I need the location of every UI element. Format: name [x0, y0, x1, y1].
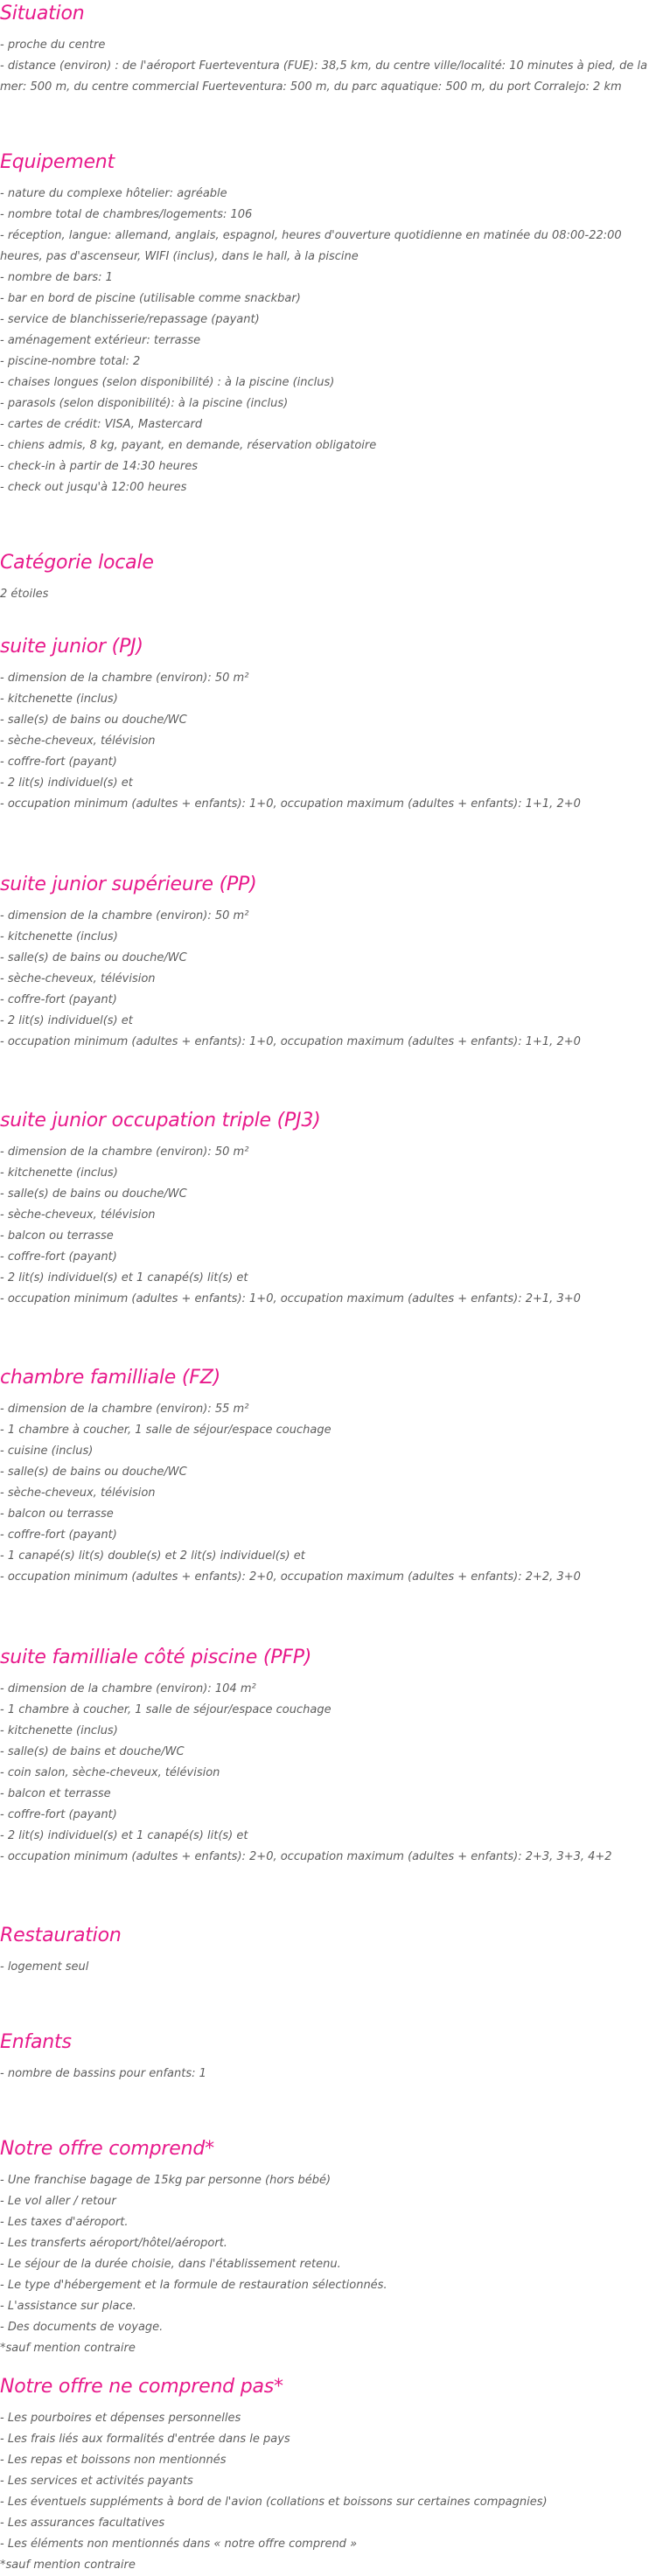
- text-line: - nombre total de chambres/logements: 106: [0, 208, 253, 221]
- text-line: - service de blanchisserie/repassage (payant): [0, 313, 260, 326]
- text-line: - sèche-cheveux, télévision: [0, 1208, 156, 1222]
- section-notre-offre-ne-comprend-pas: [0, 2373, 663, 2576]
- text-line: - coffre-fort (payant): [0, 1528, 117, 1542]
- section-heading: suite junior supérieure (PP): [0, 874, 257, 895]
- section-heading: Restauration: [0, 1925, 122, 1946]
- text-line: - occupation minimum (adultes + enfants): 1+0, occupation maximum (adultes + enfants): 2+1, 3+0: [0, 1292, 581, 1305]
- text-line: - cuisine (inclus): [0, 1445, 94, 1458]
- text-line: - Les frais liés aux formalités d'entrée dans le pays: [0, 2433, 290, 2446]
- section-lines: [0, 1399, 663, 1588]
- section-lines: [0, 1142, 663, 1310]
- section-heading: Equipement: [0, 151, 115, 173]
- text-line: - dimension de la chambre (environ): 50 m²: [0, 909, 249, 922]
- text-line: - salle(s) de bains ou douche/WC: [0, 951, 187, 964]
- section-categorie-locale: [0, 549, 663, 605]
- text-line: - kitchenette (inclus): [0, 930, 118, 943]
- section-lines: [0, 1679, 663, 1868]
- text-line: - balcon ou terrasse: [0, 1507, 114, 1521]
- text-line: 2 étoiles: [0, 588, 49, 601]
- text-line: - Le type d'hébergement et la formule de restauration sélectionnés.: [0, 2279, 387, 2292]
- text-line: - occupation minimum (adultes + enfants): 1+0, occupation maximum (adultes + enfants): 1+1, 2+0: [0, 797, 581, 811]
- section-suite-junior-occupation-triple-pj3: [0, 1107, 663, 1310]
- text-line: - cartes de crédit: VISA, Mastercard: [0, 418, 203, 431]
- text-line: - check-in à partir de 14:30 heures: [0, 460, 198, 473]
- section-lines: [0, 584, 663, 605]
- section-lines: [0, 2408, 663, 2576]
- text-line: - proche du centre: [0, 38, 106, 52]
- section-heading: Situation: [0, 3, 85, 24]
- text-line: - coffre-fort (payant): [0, 993, 117, 1006]
- text-line: *sauf mention contraire: [0, 2559, 136, 2572]
- text-line: - salle(s) de bains et douche/WC: [0, 1745, 185, 1758]
- section-lines: [0, 2170, 663, 2359]
- text-line: - Une franchise bagage de 15kg par personne (hors bébé): [0, 2174, 332, 2187]
- text-line: - Les taxes d'aéroport.: [0, 2216, 129, 2229]
- text-line: - 2 lit(s) individuel(s) et 1 canapé(s) lit(s) et: [0, 1829, 248, 1842]
- text-line: - kitchenette (inclus): [0, 1724, 118, 1737]
- text-line: - Les services et activités payants: [0, 2475, 193, 2488]
- section-suite-junior-pj: [0, 633, 663, 815]
- section-lines: [0, 906, 663, 1053]
- section-heading: suite junior (PJ): [0, 636, 143, 658]
- text-line: - check out jusqu'à 12:00 heures: [0, 481, 187, 494]
- section-heading: Notre offre comprend*: [0, 2138, 214, 2160]
- text-line: - occupation minimum (adultes + enfants): 2+0, occupation maximum (adultes + enfants): 2+3, 3+3, 4+2: [0, 1850, 612, 1863]
- section-suite-junior-superieure-pp: [0, 871, 663, 1053]
- text-line: - Les éléments non mentionnés dans « notre offre comprend »: [0, 2538, 358, 2551]
- section-enfants: [0, 2029, 663, 2085]
- text-line: - dimension de la chambre (environ): 104 m²: [0, 1682, 256, 1695]
- section-heading: suite familliale côté piscine (PFP): [0, 1647, 312, 1668]
- section-lines: [0, 2064, 663, 2085]
- text-line: - Les repas et boissons non mentionnés: [0, 2454, 227, 2467]
- text-line: - dimension de la chambre (environ): 50 m²: [0, 1145, 249, 1159]
- text-line: - 1 chambre à coucher, 1 salle de séjour/espace couchage: [0, 1703, 332, 1716]
- text-line: - sèche-cheveux, télévision: [0, 972, 156, 985]
- text-line: - chaises longues (selon disponibilité) : à la piscine (inclus): [0, 376, 335, 389]
- text-line: - nature du complexe hôtelier: agréable: [0, 187, 227, 200]
- text-line: - piscine-nombre total: 2: [0, 355, 141, 368]
- section-lines: [0, 668, 663, 815]
- text-line: - Les transferts aéroport/hôtel/aéroport.: [0, 2237, 227, 2250]
- text-line: - coffre-fort (payant): [0, 1808, 117, 1821]
- section-heading: Catégorie locale: [0, 552, 154, 574]
- text-line: - L'assistance sur place.: [0, 2300, 136, 2313]
- text-line: - salle(s) de bains ou douche/WC: [0, 1187, 187, 1201]
- section-situation: [0, 0, 663, 98]
- text-line: - Le vol aller / retour: [0, 2195, 116, 2208]
- text-line: - dimension de la chambre (environ): 50 m²: [0, 672, 249, 685]
- text-line: - sèche-cheveux, télévision: [0, 1486, 156, 1500]
- text-line: - occupation minimum (adultes + enfants): 2+0, occupation maximum (adultes + enfants): 2+2, 3+0: [0, 1570, 581, 1584]
- text-line: - balcon et terrasse: [0, 1787, 111, 1800]
- text-line: - salle(s) de bains ou douche/WC: [0, 714, 187, 727]
- text-line: - Les pourboires et dépenses personnelles: [0, 2412, 241, 2425]
- text-line: - distance (environ) : de l'aéroport Fuerteventura (FUE): 38,5 km, du centre ville/localité: 10 minutes à pied, de la mer: 500 m, du centre commercial Fuerteventura: 500 m, du parc aquatique: 500 m, du port Corralejo: 2 km: [0, 59, 648, 94]
- text-line: - kitchenette (inclus): [0, 1166, 118, 1180]
- text-line: - Des documents de voyage.: [0, 2321, 164, 2334]
- section-heading: suite junior occupation triple (PJ3): [0, 1110, 321, 1131]
- section-restauration: [0, 1922, 663, 1978]
- text-line: - 1 chambre à coucher, 1 salle de séjour/espace couchage: [0, 1424, 332, 1437]
- text-line: - coin salon, sèche-cheveux, télévision: [0, 1766, 220, 1779]
- text-line: - parasols (selon disponibilité): à la piscine (inclus): [0, 397, 289, 410]
- text-line: - logement seul: [0, 1960, 89, 1974]
- section-equipement: [0, 149, 663, 498]
- text-line: - nombre de bars: 1: [0, 271, 113, 284]
- text-line: - 2 lit(s) individuel(s) et: [0, 1014, 133, 1027]
- section-chambre-familliale-fz: [0, 1364, 663, 1588]
- text-line: - Les éventuels suppléments à bord de l'avion (collations et boissons sur certaines compagnies): [0, 2496, 548, 2509]
- text-line: - kitchenette (inclus): [0, 693, 118, 706]
- text-line: - Le séjour de la durée choisie, dans l'établissement retenu.: [0, 2258, 341, 2271]
- section-suite-familliale-cote-piscine-pfp: [0, 1644, 663, 1868]
- section-heading: chambre familliale (FZ): [0, 1367, 221, 1389]
- text-line: - chiens admis, 8 kg, payant, en demande, réservation obligatoire: [0, 439, 377, 452]
- text-line: - balcon ou terrasse: [0, 1229, 114, 1243]
- text-line: - coffre-fort (payant): [0, 1250, 117, 1264]
- text-line: - Les assurances facultatives: [0, 2517, 165, 2530]
- section-lines: [0, 1957, 663, 1978]
- text-line: - réception, langue: allemand, anglais, espagnol, heures d'ouverture quotidienne en matinée du 08:00-22:00 heures, pas d'ascenseur, WIFI (inclus), dans le hall, à la piscine: [0, 229, 622, 263]
- section-lines: [0, 184, 663, 498]
- text-line: - nombre de bassins pour enfants: 1: [0, 2067, 206, 2080]
- text-line: - bar en bord de piscine (utilisable comme snackbar): [0, 292, 301, 305]
- text-line: - 2 lit(s) individuel(s) et 1 canapé(s) lit(s) et: [0, 1271, 248, 1285]
- text-line: - coffre-fort (payant): [0, 755, 117, 769]
- section-heading: Notre offre ne comprend pas*: [0, 2376, 283, 2398]
- text-line: - sèche-cheveux, télévision: [0, 735, 156, 748]
- text-line: - 2 lit(s) individuel(s) et: [0, 776, 133, 790]
- section-notre-offre-comprend: [0, 2135, 663, 2359]
- section-heading: Enfants: [0, 2031, 72, 2053]
- text-line: - occupation minimum (adultes + enfants): 1+0, occupation maximum (adultes + enfants): 1+1, 2+0: [0, 1035, 581, 1048]
- text-line: - 1 canapé(s) lit(s) double(s) et 2 lit(s) individuel(s) et: [0, 1549, 305, 1563]
- text-line: - aménagement extérieur: terrasse: [0, 334, 201, 347]
- text-line: - dimension de la chambre (environ): 55 m²: [0, 1403, 249, 1416]
- text-line: - salle(s) de bains ou douche/WC: [0, 1466, 187, 1479]
- text-line: *sauf mention contraire: [0, 2342, 136, 2355]
- section-lines: [0, 35, 663, 98]
